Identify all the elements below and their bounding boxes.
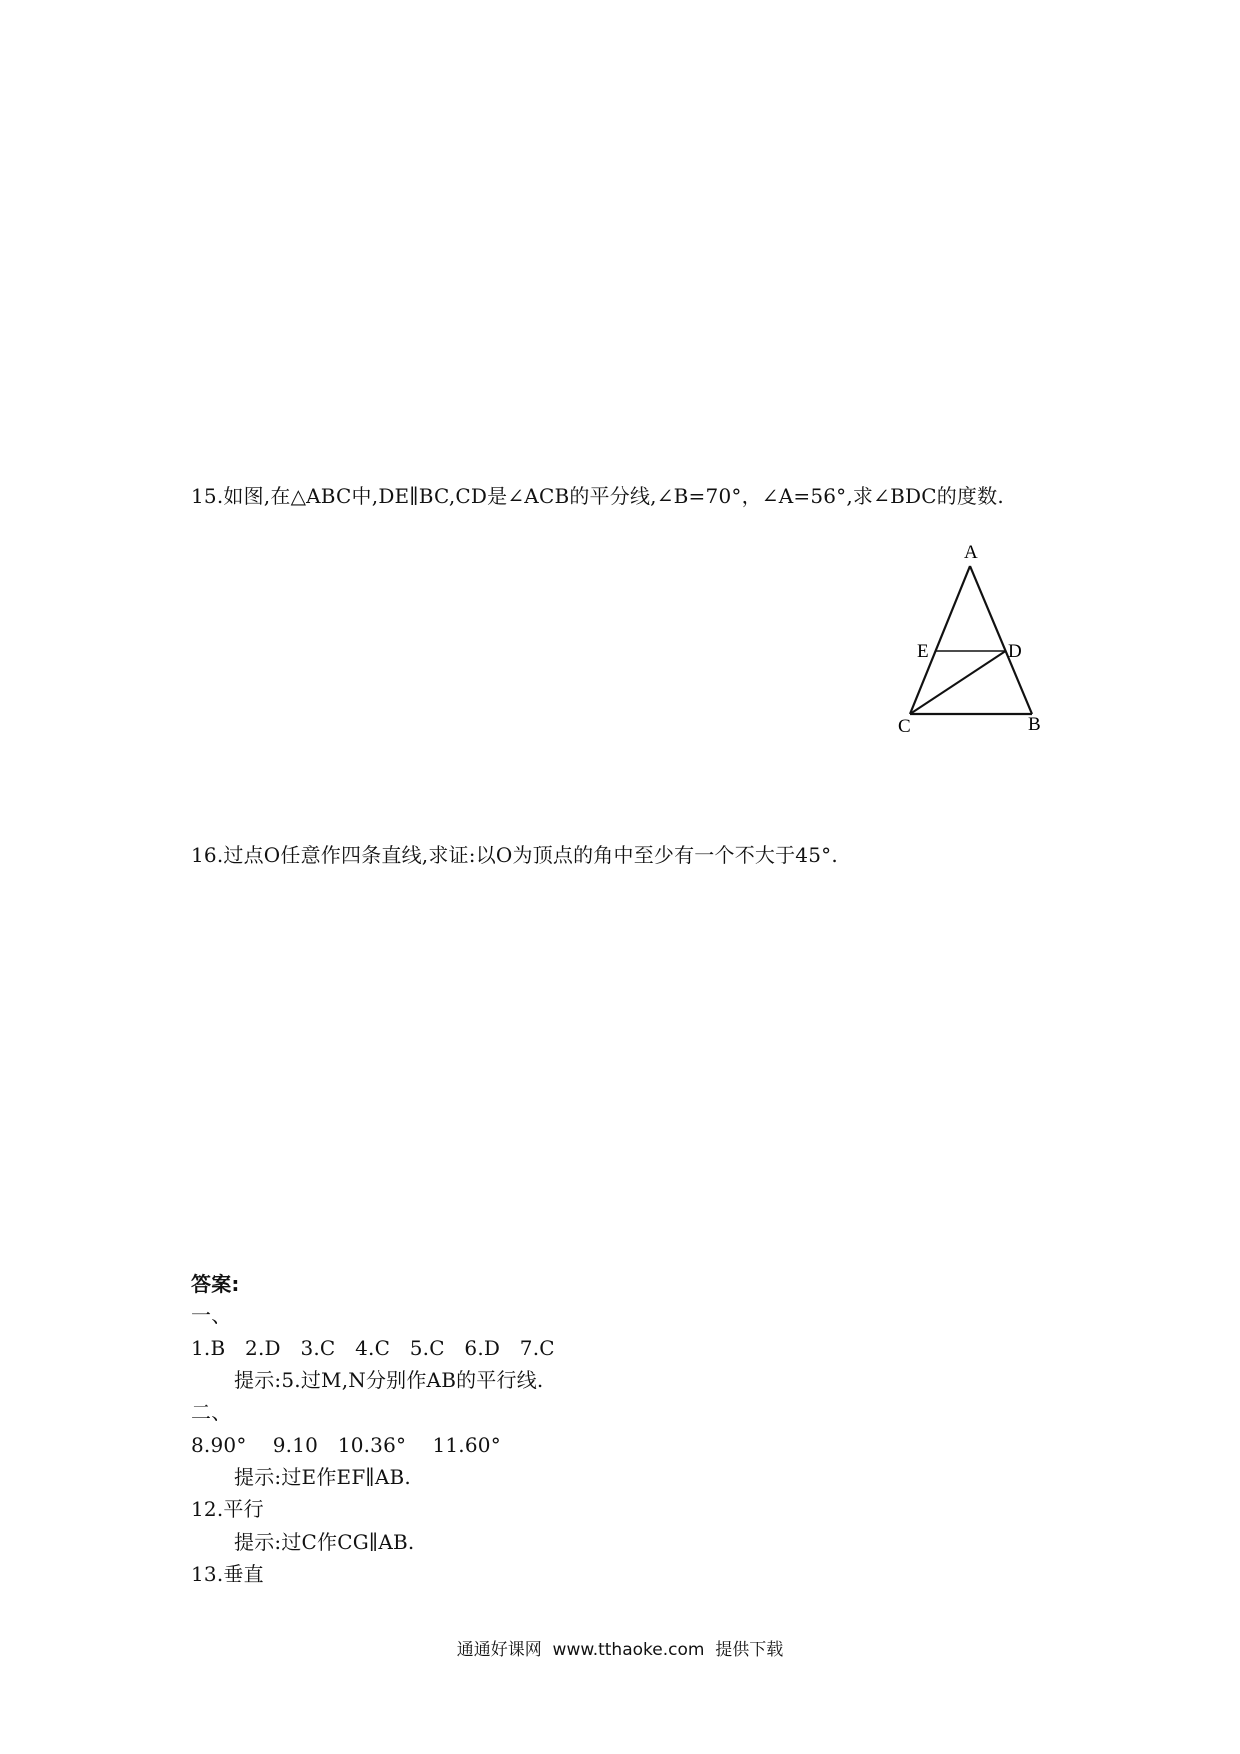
triangle-diagram [880, 536, 1060, 736]
problem-15: 15.如图,在△ABC中,DE∥BC,CD是∠ACB的平分线,∠B=70°，∠A=56°,求∠BDC的度数. [191, 484, 1004, 508]
triangle-figure [880, 536, 1060, 736]
answers-hint-2: 提示:过E作EF∥AB. [234, 1465, 411, 1489]
label-d: D [1008, 641, 1022, 662]
segment-ab [970, 566, 1032, 714]
answers-hint-1: 提示:5.过M,N分别作AB的平行线. [234, 1368, 544, 1392]
segment-ac [910, 566, 970, 714]
answers-section-2: 二、 [191, 1400, 232, 1424]
page-footer: 通通好课网 www.tthaoke.com 提供下载 [456, 1640, 784, 1660]
problem-16: 16.过点O任意作四条直线,求证:以O为顶点的角中至少有一个不大于45°. [191, 843, 838, 867]
label-c: C [898, 716, 911, 736]
answers-hint-3: 提示:过C作CG∥AB. [234, 1530, 415, 1554]
label-a: A [964, 542, 978, 563]
answers-line-1: 1.B 2.D 3.C 4.C 5.C 6.D 7.C [191, 1336, 555, 1360]
label-e: E [917, 641, 929, 662]
answers-line-2: 8.90° 9.10 10.36° 11.60° [191, 1433, 501, 1457]
answers-heading: 答案: [191, 1272, 240, 1296]
answers-line-4: 13.垂直 [191, 1562, 264, 1586]
answers-line-3: 12.平行 [191, 1497, 264, 1521]
label-b: B [1028, 714, 1041, 735]
answers-section-1: 一、 [191, 1303, 232, 1327]
